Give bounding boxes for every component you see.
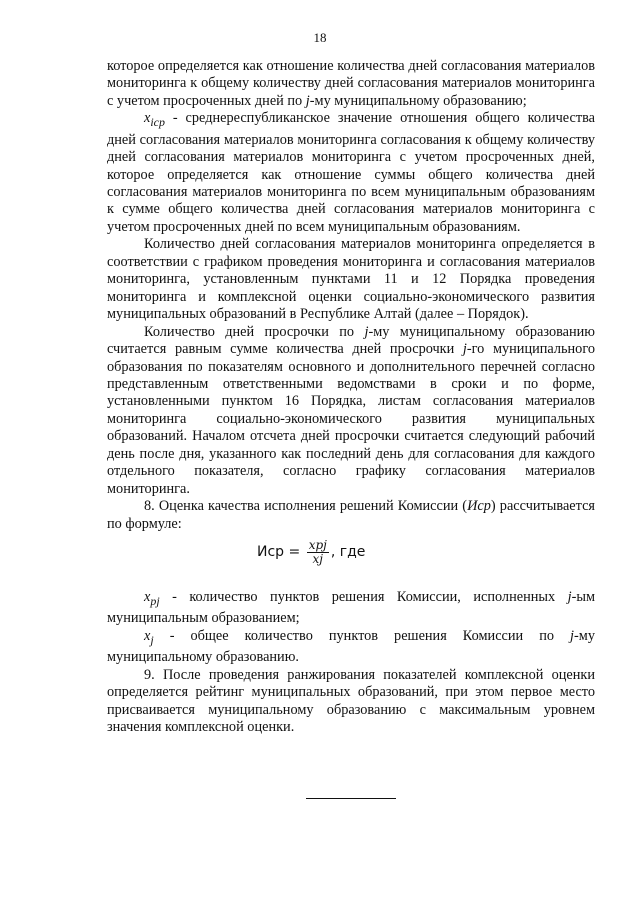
symbol-subscript: pj bbox=[150, 593, 160, 608]
text: -ым муниципальным образованием; bbox=[107, 589, 595, 627]
document-body bbox=[107, 58, 595, 736]
definition-xj bbox=[107, 628, 595, 667]
text: - общее количество пунктов решения Комиссии по bbox=[153, 627, 571, 644]
symbol-j: j bbox=[567, 589, 572, 606]
symbol-x: x bbox=[144, 110, 151, 127]
formula-denominator: xj bbox=[312, 552, 324, 567]
symbol-subscript: icp bbox=[150, 115, 165, 130]
text: которое определяется как отношение количества дней согласования материалов мониторинга к общему количеству дней согласования материалов мониторинга с учетом просроченных дней по bbox=[107, 58, 595, 109]
definition-xpj bbox=[107, 589, 595, 628]
formula-fraction bbox=[308, 539, 328, 566]
text: -му муниципальному образованию; bbox=[309, 92, 527, 109]
symbol-j: j bbox=[570, 627, 575, 644]
formula bbox=[257, 539, 365, 566]
formula-numerator: xpj bbox=[308, 538, 327, 553]
text: ) рассчитывается по формуле: bbox=[107, 498, 595, 532]
symbol-subscript: j bbox=[150, 632, 154, 647]
symbol-x: x bbox=[144, 627, 151, 644]
formula-block bbox=[107, 533, 595, 589]
text: Количество дней просрочки по bbox=[144, 323, 365, 340]
symbol-j: j bbox=[305, 92, 310, 109]
text: -го муниципального образования по показателям основного и дополнительного перечней согласно представленным ответственными ведомствами в сроки и по форме, установленными пунктом 16 Порядка, листам согласования материалов мониторинга социально-экономического развития муниципальных образований. Началом отсчета дней просрочки считается следующий рабочий день после дня, указанного как последний день для согласования для каждого отдельного показателя, согласно графику согласования материалов мониторинга. bbox=[107, 341, 595, 497]
paragraph-overdue-days bbox=[107, 324, 595, 499]
footer-divider bbox=[306, 798, 396, 799]
symbol-j: j bbox=[462, 341, 467, 358]
paragraph-section-9: 9. После проведения ранжирования показателей комплексной оценки определяется рейтинг муниципальных образований, при этом первое место присваивается муниципальному образованию с максимальным уровнем значения комплексной оценки. bbox=[107, 666, 595, 735]
paragraph-continuation bbox=[107, 58, 595, 110]
symbol-j: j bbox=[364, 323, 369, 340]
page-number: 18 bbox=[313, 30, 327, 45]
definition-xicp bbox=[107, 110, 595, 236]
formula-lhs: Иср bbox=[257, 543, 285, 560]
symbol-icp: Иср bbox=[467, 498, 491, 515]
text: - среднереспубликанское значение отношения общего количества дней согласования материалов мониторинга согласования к общему количеству дней согласования материалов мониторинга с учетом просроченных дней, которое определяется как отношение суммы общего количества дней согласования материалов мониторинга по всем муниципальным образованиям к сумме общего количества дней согласования материалов мониторинга с учетом просроченных дней по всем муниципальным образованиям. bbox=[107, 110, 595, 235]
formula-suffix: , где bbox=[330, 543, 366, 560]
text: 8. Оценка качества исполнения решений Комиссии ( bbox=[144, 498, 468, 515]
text: -му муниципальному образованию. bbox=[107, 627, 595, 666]
text: -му муниципальному образованию считается равным сумме количества дней просрочки bbox=[107, 323, 595, 358]
symbol-x: x bbox=[144, 589, 151, 606]
paragraph-section-8 bbox=[107, 498, 595, 533]
paragraph-days-count: Количество дней согласования материалов мониторинга определяется в соответствии с графиком проведения мониторинга и согласования материалов мониторинга, установленным пунктами 11 и 12 Порядка проведения мониторинга и комплексной оценки социально-экономического развития муниципальных образований в Республике Алтай (далее – Порядок). bbox=[107, 236, 595, 323]
text: - количество пунктов решения Комиссии, исполненных bbox=[159, 589, 568, 606]
formula-equals: = bbox=[284, 543, 305, 560]
